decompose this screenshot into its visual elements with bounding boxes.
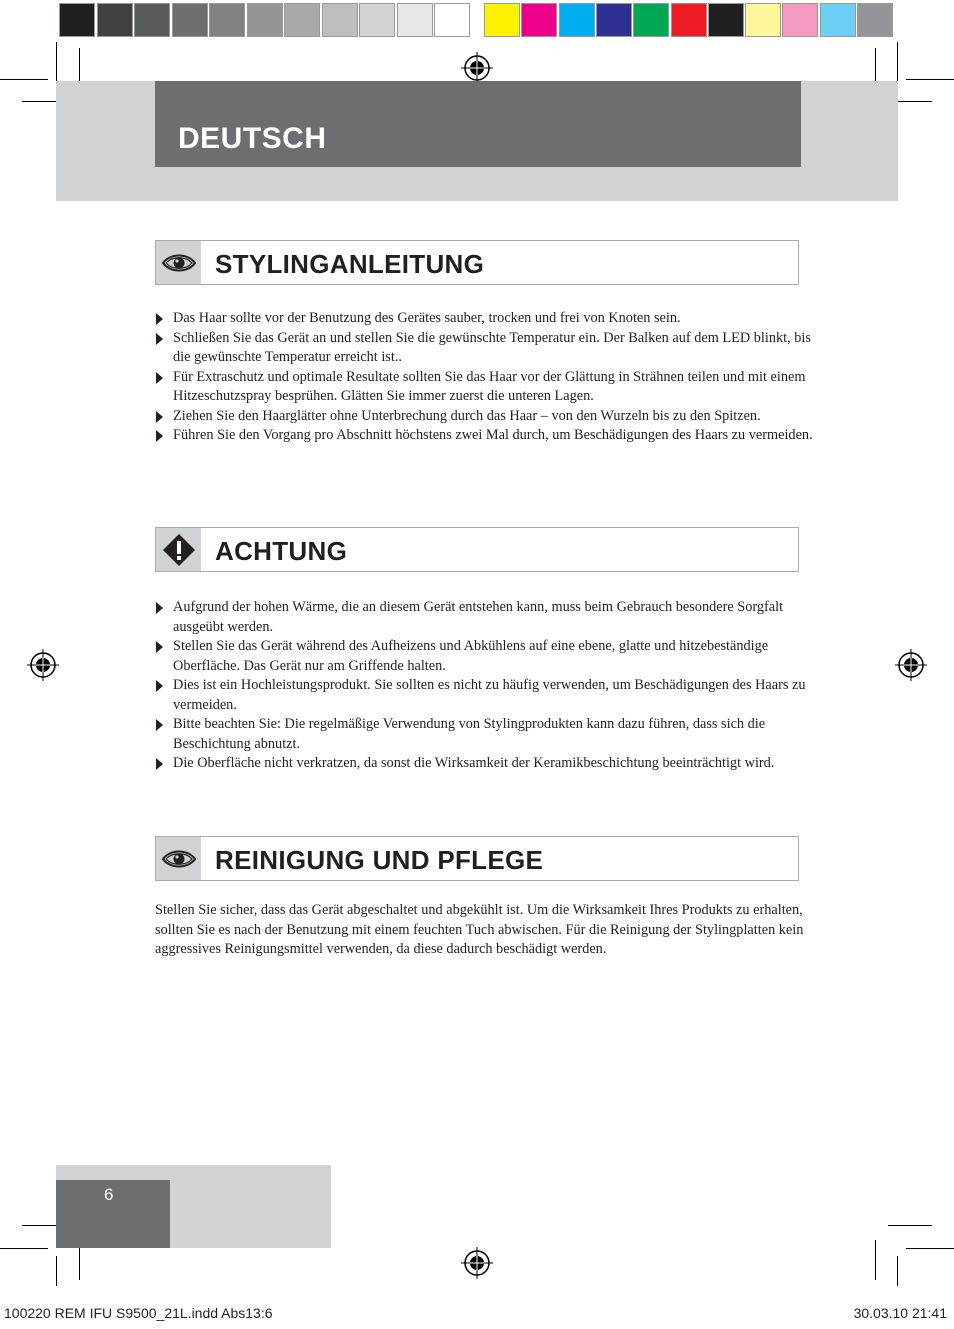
section-title: REINIGUNG UND PFLEGE bbox=[215, 845, 544, 875]
gray-swatch bbox=[434, 3, 470, 37]
page-title: DEUTSCH bbox=[178, 122, 327, 155]
section-title: STYLINGANLEITUNG bbox=[215, 249, 485, 279]
color-swatch bbox=[708, 3, 744, 37]
color-swatch bbox=[559, 3, 595, 37]
color-swatch bbox=[596, 3, 632, 37]
list-item: Ziehen Sie den Haarglätter ohne Unterbrechung durch das Haar – von den Wurzeln bis zu den Spitzen. bbox=[155, 407, 815, 427]
caution-list bbox=[155, 598, 815, 774]
color-swatch bbox=[820, 3, 856, 37]
gray-swatch bbox=[134, 3, 170, 37]
registration-mark-icon bbox=[27, 649, 59, 681]
styling-list bbox=[155, 309, 815, 446]
section-header-caution bbox=[155, 527, 799, 572]
gray-swatch bbox=[209, 3, 245, 37]
registration-mark-icon bbox=[461, 52, 493, 84]
color-swatch bbox=[521, 3, 557, 37]
color-swatch bbox=[782, 3, 818, 37]
list-item: Für Extraschutz und optimale Resultate sollten Sie das Haar vor der Glättung in Strähnen teilen und mit einem Hitzeschutzspray besprühen. Glätten Sie immer zuerst die unteren Lagen. bbox=[155, 368, 815, 407]
color-swatch bbox=[671, 3, 707, 37]
gray-swatch bbox=[172, 3, 208, 37]
warning-icon bbox=[156, 528, 201, 571]
gray-swatch bbox=[322, 3, 358, 37]
gray-swatch bbox=[397, 3, 433, 37]
gray-swatch bbox=[247, 3, 283, 37]
list-item: Aufgrund der hohen Wärme, die an diesem Gerät entstehen kann, muss beim Gebrauch besondere Sorgfalt ausgeübt werden. bbox=[155, 598, 815, 637]
gray-swatch bbox=[359, 3, 395, 37]
list-item: Dies ist ein Hochleistungsprodukt. Sie sollten es nicht zu häufig verwenden, um Beschädigungen des Haars zu vermeiden. bbox=[155, 676, 815, 715]
color-swatch bbox=[633, 3, 669, 37]
color-swatch bbox=[745, 3, 781, 37]
list-item: Das Haar sollte vor der Benutzung des Gerätes sauber, trocken und frei von Knoten sein. bbox=[155, 309, 815, 329]
list-item: Bitte beachten Sie: Die regelmäßige Verwendung von Stylingprodukten kann dazu führen, dass sich die Beschichtung abnutzt. bbox=[155, 715, 815, 754]
color-swatch bbox=[484, 3, 520, 37]
list-item: Führen Sie den Vorgang pro Abschnitt höchstens zwei Mal durch, um Beschädigungen des Haars zu vermeiden. bbox=[155, 426, 815, 446]
section-header-styling bbox=[155, 240, 799, 285]
page-number: 6 bbox=[104, 1185, 114, 1204]
eye-icon bbox=[156, 837, 201, 880]
section-title: ACHTUNG bbox=[215, 536, 348, 566]
cleaning-paragraph: Stellen Sie sicher, dass das Gerät abgeschaltet und abgekühlt ist. Um die Wirksamkeit Ihres Produkts zu erhalten, sollten Sie es nach der Benutzung mit einem feuchten Tuch abwischen. Für die Reinigung der Stylingplatten kein aggressives Reinigungsmittel verwenden, da diese dadurch beschädigt werden. bbox=[155, 902, 804, 957]
eye-icon bbox=[156, 241, 201, 284]
gray-swatch bbox=[59, 3, 95, 37]
list-item: Stellen Sie das Gerät während des Aufheizens und Abkühlens auf eine ebene, glatte und hitzebeständige Oberfläche. Das Gerät nur am Griffende halten. bbox=[155, 637, 815, 676]
gray-swatch bbox=[284, 3, 320, 37]
section-header-cleaning bbox=[155, 836, 799, 881]
registration-mark-icon bbox=[461, 1247, 493, 1279]
color-swatch bbox=[857, 3, 893, 37]
gray-swatch bbox=[97, 3, 133, 37]
registration-mark-icon bbox=[895, 649, 927, 681]
slug-timestamp: 30.03.10 21:41 bbox=[853, 1305, 947, 1321]
list-item: Die Oberfläche nicht verkratzen, da sonst die Wirksamkeit der Keramikbeschichtung beeinträchtigt wird. bbox=[155, 754, 815, 774]
list-item: Schließen Sie das Gerät an und stellen Sie die gewünschte Temperatur ein. Der Balken auf dem LED blinkt, bis die gewünschte Temperatur erreicht ist.. bbox=[155, 329, 815, 368]
slug-filename: 100220 REM IFU S9500_21L.indd Abs13:6 bbox=[4, 1305, 273, 1321]
